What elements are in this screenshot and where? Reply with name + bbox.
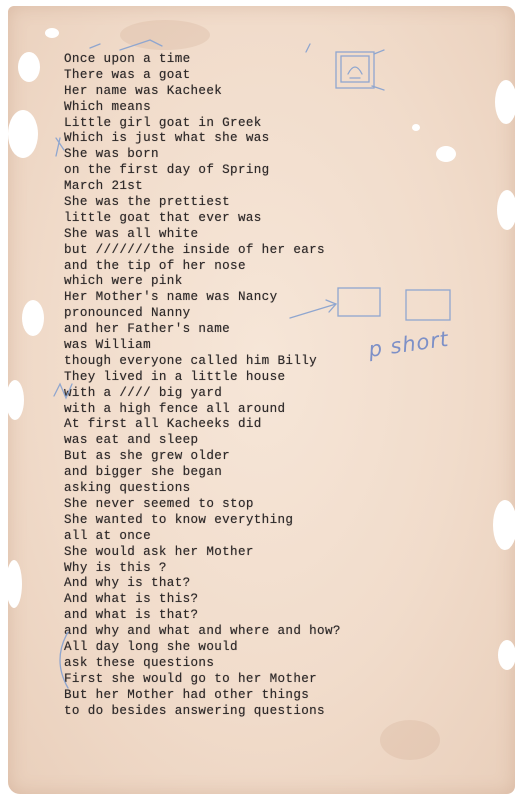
text-line: to do besides answering questions bbox=[64, 703, 325, 718]
text-line: ask these questions bbox=[64, 655, 215, 670]
text-line: was William bbox=[64, 338, 151, 353]
text-line: Which means bbox=[64, 99, 151, 114]
text-line: They lived in a little house bbox=[64, 369, 286, 384]
text-line: pronounced Nanny bbox=[64, 306, 191, 321]
text-line: little goat that ever was bbox=[64, 210, 262, 225]
text-line: on the first day of Spring bbox=[64, 163, 270, 178]
text-line: and her Father's name bbox=[64, 322, 231, 337]
pencil-tick bbox=[306, 44, 310, 52]
text-line: though everyone called him Billy bbox=[64, 353, 318, 368]
text-line: but ///////the inside of her ears bbox=[64, 242, 325, 257]
text-line: March 21st bbox=[64, 179, 144, 194]
text-line: All day long she would bbox=[64, 639, 238, 654]
text-line: She wanted to know everything bbox=[64, 512, 294, 527]
text-line: At first all Kacheeks did bbox=[64, 417, 262, 432]
text-line: which were pink bbox=[64, 274, 183, 289]
text-line: But her Mother had other things bbox=[64, 687, 310, 702]
pencil-margin-mark bbox=[54, 384, 72, 398]
text-line: Once upon a time bbox=[64, 52, 191, 66]
text-line: She was the prettiest bbox=[64, 195, 231, 210]
text-line: There was a goat bbox=[64, 67, 191, 82]
text-line: She was born bbox=[64, 147, 159, 162]
text-line: and the tip of her nose bbox=[64, 258, 246, 273]
text-line: Why is this ? bbox=[64, 560, 167, 575]
pencil-margin-mark bbox=[56, 138, 64, 156]
text-line: Which is just what she was bbox=[64, 131, 270, 146]
text-line: asking questions bbox=[64, 481, 191, 496]
text-line: was eat and sleep bbox=[64, 433, 199, 448]
text-line: And what is this? bbox=[64, 592, 199, 607]
text-line: with a high fence all around bbox=[64, 401, 286, 416]
handwritten-note: p short bbox=[367, 326, 451, 362]
text-line: all at once bbox=[64, 528, 151, 543]
text-line: She would ask her Mother bbox=[64, 544, 254, 559]
text-line: with a //// big yard bbox=[64, 385, 223, 400]
text-line: But as she grew older bbox=[64, 449, 231, 464]
pencil-scribble bbox=[90, 40, 162, 50]
text-line: and what is that? bbox=[64, 608, 199, 623]
text-line: Little girl goat in Greek bbox=[64, 115, 262, 130]
text-line: She never seemed to stop bbox=[64, 496, 254, 511]
text-line: Her name was Kacheek bbox=[64, 83, 223, 98]
pencil-bracket bbox=[60, 632, 68, 688]
text-line: First she would go to her Mother bbox=[64, 671, 318, 686]
text-line: She was all white bbox=[64, 226, 199, 241]
text-line: Her Mother's name was Nancy bbox=[64, 290, 278, 305]
pencil-figure bbox=[348, 67, 362, 78]
pencil-empty-box-left bbox=[338, 288, 380, 316]
text-line: and bigger she began bbox=[64, 465, 223, 480]
pencil-empty-box-right bbox=[406, 290, 450, 320]
text-line: and why and what and where and how? bbox=[64, 624, 341, 639]
text-line: And why is that? bbox=[64, 576, 191, 591]
